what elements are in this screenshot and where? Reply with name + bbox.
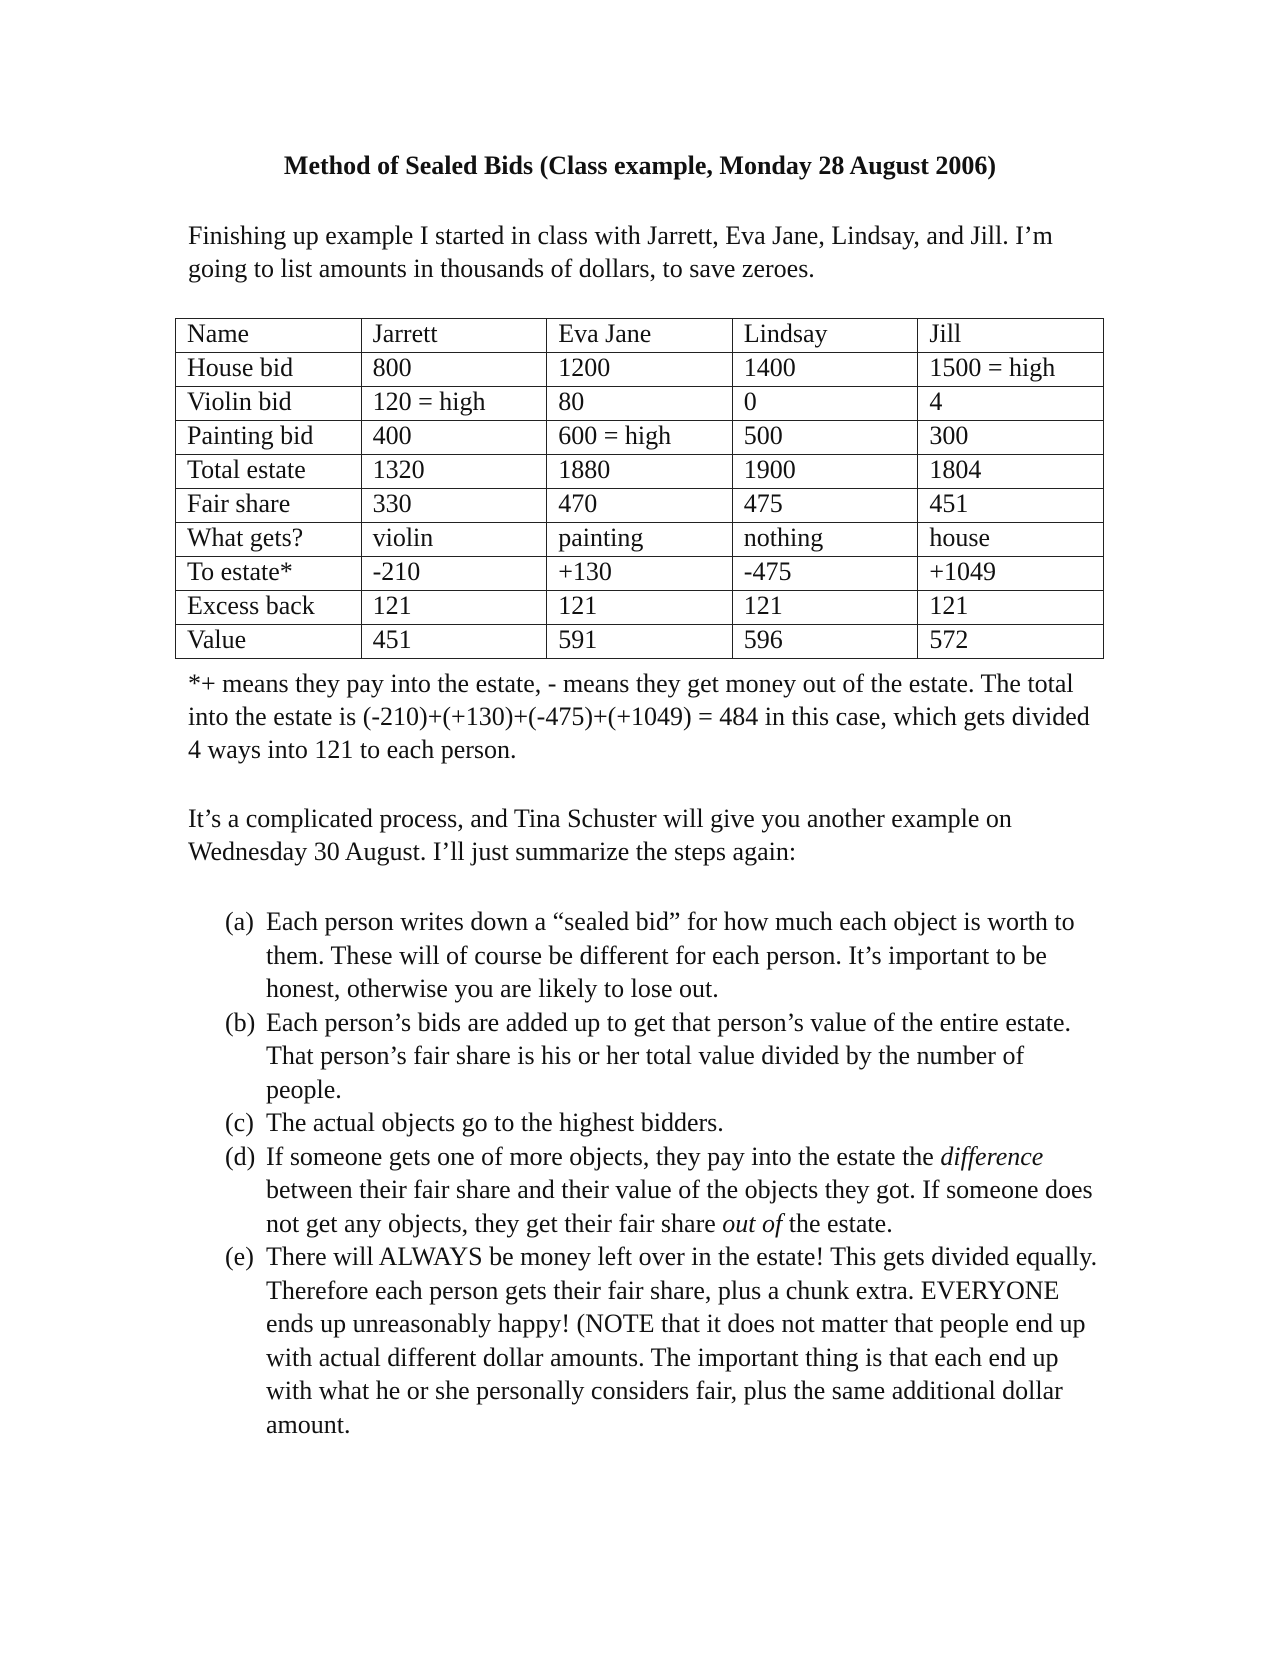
table-cell: Jill [918,319,1104,353]
table-cell: Fair share [176,489,362,523]
table-cell: 400 [361,421,547,455]
step-marker: (e) [225,1242,254,1271]
table-row [176,489,1104,523]
list-item [225,1240,1105,1441]
summary-paragraph: It’s a complicated process, and Tina Schuster will give you another example on Wednesday 30 August. I’ll just summarize the steps again: [188,804,1012,866]
step-text: There will ALWAYS be money left over in the estate! This gets divided equally. Therefore each person gets their fair share, plus a chunk extra. EVERYONE ends up unreasonably happy! (NOTE that it does not matter that people end up with actual different dollar amounts. The important thing is that each end up with what he or she personally considers fair, plus the same additional dollar amount. [266,1242,1098,1439]
step-text: The actual objects go to the highest bidders. [266,1108,724,1137]
table-cell: 591 [547,625,733,659]
table-cell: Painting bid [176,421,362,455]
table-row [176,455,1104,489]
emphasis-difference: difference [940,1141,1044,1171]
table-cell: Value [176,625,362,659]
step-text-part: the estate. [782,1208,893,1238]
table-cell: 1804 [918,455,1104,489]
table-cell: Violin bid [176,387,362,421]
table-cell: 120 = high [361,387,547,421]
table-cell: 1500 = high [918,353,1104,387]
list-item [225,1140,1105,1241]
table-cell: 475 [732,489,918,523]
table-cell: -210 [361,557,547,591]
list-item [225,1006,1105,1107]
table-footnote: *+ means they pay into the estate, - means they get money out of the estate. The total into the estate is (-210)+(+130)+(-475)+(+1049) = 484 in this case, which gets divided 4 ways into 121 to each person. [188,669,1090,764]
table-cell: 121 [361,591,547,625]
table-cell: 121 [732,591,918,625]
table-cell: 1900 [732,455,918,489]
step-text-part: If someone gets one of more objects, they pay into the estate the [266,1141,941,1171]
table-cell: house [918,523,1104,557]
table-row [176,387,1104,421]
table-row [176,557,1104,591]
sealed-bids-table [175,318,1104,659]
table-cell: 451 [361,625,547,659]
table-row [176,421,1104,455]
table-cell: Lindsay [732,319,918,353]
table-cell: -475 [732,557,918,591]
list-item [225,1106,1105,1140]
table-cell: painting [547,523,733,557]
table-row [176,353,1104,387]
step-text [266,1142,1093,1238]
list-item [225,905,1105,1006]
table-cell: 500 [732,421,918,455]
intro-paragraph: Finishing up example I started in class with Jarrett, Eva Jane, Lindsay, and Jill. I’m going to list amounts in thousands of dollars, to save zeroes. [188,221,1053,283]
table-cell: 1880 [547,455,733,489]
table-cell: 1320 [361,455,547,489]
table-cell: 800 [361,353,547,387]
emphasis-out-of: out of [722,1208,783,1238]
table-cell: 300 [918,421,1104,455]
table-cell: To estate* [176,557,362,591]
table-cell: Name [176,319,362,353]
step-marker: (a) [225,907,254,936]
table-row [176,591,1104,625]
table-cell: nothing [732,523,918,557]
step-text: Each person’s bids are added up to get that person’s value of the entire estate. That person’s fair share is his or her total value divided by the number of people. [266,1007,1072,1104]
step-text: Each person writes down a “sealed bid” for how much each object is worth to them. These will of course be different for each person. It’s important to be honest, otherwise you are likely to lose out. [266,907,1075,1003]
table-cell: 4 [918,387,1104,421]
step-text-part: between their fair share and their value of the objects they got. If someone does not get any objects, they get their fair share [266,1175,1093,1238]
table-cell: Eva Jane [547,319,733,353]
steps-list [225,905,1105,1441]
table-cell: Jarrett [361,319,547,353]
table-cell: 1400 [732,353,918,387]
table-row [176,523,1104,557]
table-cell: Excess back [176,591,362,625]
table-cell: 451 [918,489,1104,523]
table-cell: 330 [361,489,547,523]
table-cell: 1200 [547,353,733,387]
table-cell: 596 [732,625,918,659]
table-row [176,319,1104,353]
table-cell: 121 [547,591,733,625]
table-cell: 572 [918,625,1104,659]
step-marker: (b) [225,1007,256,1037]
table-cell: What gets? [176,523,362,557]
table-cell: 600 = high [547,421,733,455]
table-row [176,625,1104,659]
page-title: Method of Sealed Bids (Class example, Monday 28 August 2006) [283,151,997,180]
table-cell: 80 [547,387,733,421]
table-cell: House bid [176,353,362,387]
table-cell: violin [361,523,547,557]
step-marker: (d) [225,1141,256,1171]
table-cell: 470 [547,489,733,523]
table-cell: +130 [547,557,733,591]
table-cell: +1049 [918,557,1104,591]
step-marker: (c) [225,1108,254,1137]
table-cell: Total estate [176,455,362,489]
table-cell: 121 [918,591,1104,625]
table-cell: 0 [732,387,918,421]
